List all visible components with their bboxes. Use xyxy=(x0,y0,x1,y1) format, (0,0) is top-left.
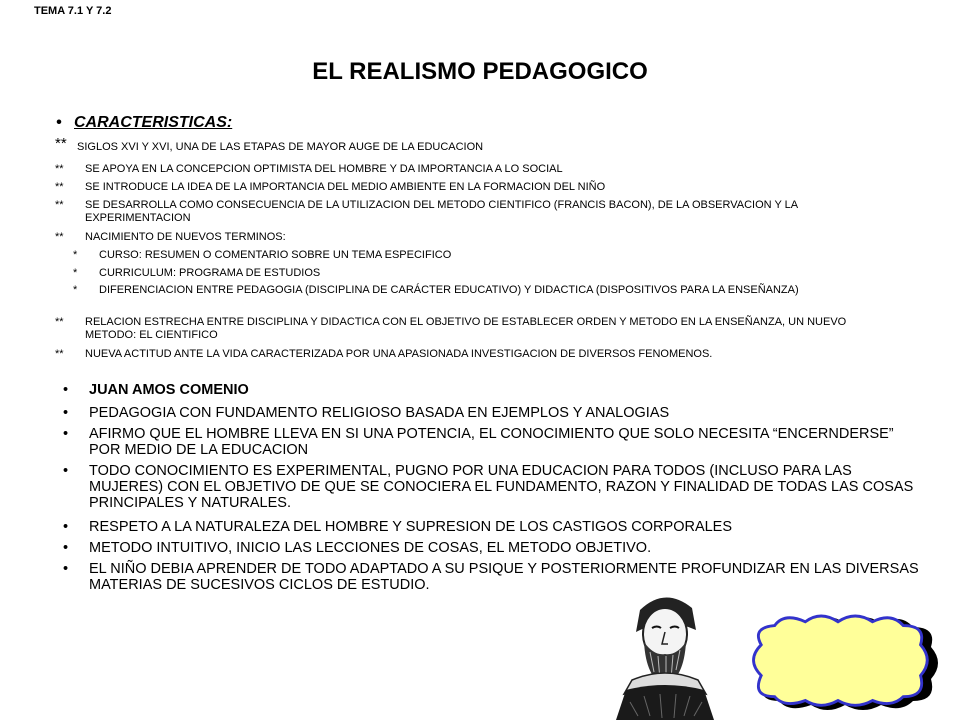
list-item: * CURRICULUM: PROGRAMA DE ESTUDIOS xyxy=(73,267,321,279)
list-item: ** SE DESARROLLA COMO CONSECUENCIA DE LA UTILIZACION DEL METODO CIENTIFICO (FRANCIS BACON), DE LA OBSERVACION Y LA EXPERIMENTACION xyxy=(55,199,798,224)
list-item: ** SE INTRODUCE LA IDEA DE LA IMPORTANCIA DEL MEDIO AMBIENTE EN LA FORMACION DEL NIÑO xyxy=(55,181,606,193)
list-item: ** SE APOYA EN LA CONCEPCION OPTIMISTA DEL HOMBRE Y DA IMPORTANCIA A LO SOCIAL xyxy=(55,163,563,175)
list-item: • RESPETO A LA NATURALEZA DEL HOMBRE Y SUPRESION DE LOS CASTIGOS CORPORALES xyxy=(63,519,733,535)
list-item: • TODO CONOCIMIENTO ES EXPERIMENTAL, PUGNO POR UNA EDUCACION PARA TODOS (INCLUSO PARA LAS MUJERES) CON EL OBJETIVO DE QUE SE CONOCIERA EL FUNDAMENTO, RAZON Y FINALIDAD DE TODAS LAS COSAS PRINCIPALES Y NATURALES. xyxy=(63,463,914,511)
list-item: ** RELACION ESTRECHA ENTRE DISCIPLINA Y DIDACTICA CON EL OBJETIVO DE ESTABLECER ORDEN Y METODO EN LA ENSEÑANZA, UN NUEVO METODO: EL CIENTIFICO xyxy=(55,316,847,341)
section-heading xyxy=(56,114,232,132)
bullet-icon: • xyxy=(56,114,62,131)
list-item: ** NUEVA ACTITUD ANTE LA VIDA CARACTERIZADA POR UNA APASIONADA INVESTIGACION DE DIVERSOS FENOMENOS. xyxy=(55,348,713,360)
list-item: * DIFERENCIACION ENTRE PEDAGOGIA (DISCIPLINA DE CARÁCTER EDUCATIVO) Y DIDACTICA (DISPOSITIVOS PARA LA ENSEÑANZA) xyxy=(73,284,799,296)
list-item: ** NACIMIENTO DE NUEVOS TERMINOS: xyxy=(55,231,286,243)
page-title: EL REALISMO PEDAGOGICO xyxy=(312,58,648,85)
topic-label: TEMA 7.1 Y 7.2 xyxy=(34,5,112,17)
cloud-callout-icon xyxy=(740,612,952,712)
list-item: • EL NIÑO DEBIA APRENDER DE TODO ADAPTADO A SU PSIQUE Y POSTERIORMENTE PROFUNDIZAR EN LAS DIVERSAS MATERIAS DE SUCESIVOS CICLOS DE ESTUDIO. xyxy=(63,561,919,593)
engraved-portrait-icon xyxy=(610,582,720,720)
list-item: • PEDAGOGIA CON FUNDAMENTO RELIGIOSO BASADA EN EJEMPLOS Y ANALOGIAS xyxy=(63,405,670,421)
comenio-heading: • JUAN AMOS COMENIO xyxy=(63,382,249,398)
bullet-icon: • xyxy=(63,382,69,398)
list-item: ** SIGLOS XVI Y XVI, UNA DE LAS ETAPAS DE MAYOR AUGE DE LA EDUCACION xyxy=(55,135,484,153)
section-heading-label: CARACTERISTICAS: xyxy=(74,114,233,131)
list-item: * CURSO: RESUMEN O COMENTARIO SOBRE UN TEMA ESPECIFICO xyxy=(73,249,452,261)
list-item: • AFIRMO QUE EL HOMBRE LLEVA EN SI UNA POTENCIA, EL CONOCIMIENTO QUE SOLO NECESITA “ENCERNDERSE” POR MEDIO DE LA EDUCACION xyxy=(63,426,894,458)
list-item: • METODO INTUITIVO, INICIO LAS LECCIONES DE COSAS, EL METODO OBJETIVO. xyxy=(63,540,652,556)
